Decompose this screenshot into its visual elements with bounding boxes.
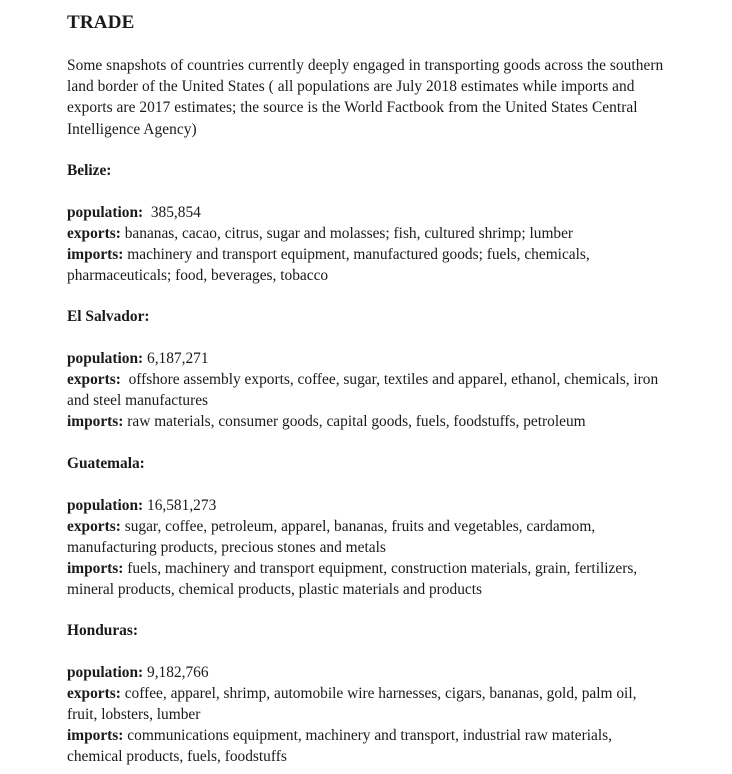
imports-line [67, 558, 667, 600]
exports-value: sugar, coffee, petroleum, apparel, bananas, fruits and vegetables, cardamom, manufacturing products, precious stones and metals [67, 517, 596, 556]
imports-line [67, 725, 667, 767]
exports-line [67, 516, 667, 558]
population-label: population: [67, 496, 144, 514]
country-section-guatemala [67, 453, 667, 600]
population-value: 6,187,271 [147, 350, 209, 368]
exports-label: exports: [67, 517, 121, 535]
exports-value: offshore assembly exports, coffee, sugar, textiles and apparel, ethanol, chemicals, iron and steel manufactures [67, 371, 659, 410]
imports-value: fuels, machinery and transport equipment, construction materials, grain, fertilizers, mineral products, chemical products, plastic materials and products [67, 559, 638, 598]
population-value: 16,581,273 [147, 496, 217, 514]
intro-paragraph: Some snapshots of countries currently deeply engaged in transporting goods across the southern land border of the United States ( all populations are July 2018 estimates while imports and exports are 2017 estimates; the source is the World Factbook from the United States Central Intelligence Agency) [67, 57, 664, 138]
document-page [67, 10, 667, 768]
country-name: Guatemala: [67, 454, 145, 472]
exports-label: exports: [67, 685, 121, 703]
imports-value: raw materials, consumer goods, capital goods, fuels, foodstuffs, petroleum [127, 413, 586, 431]
imports-value: communications equipment, machinery and transport, industrial raw materials, chemical products, fuels, foodstuffs [67, 727, 612, 766]
imports-label: imports: [67, 413, 124, 431]
population-label: population: [67, 664, 144, 682]
country-name: El Salvador: [67, 308, 150, 326]
population-line [67, 662, 667, 683]
imports-line [67, 244, 667, 286]
country-section-belize [67, 160, 667, 286]
exports-label: exports: [67, 224, 121, 242]
exports-line [67, 223, 667, 244]
imports-label: imports: [67, 727, 124, 745]
imports-line [67, 411, 667, 432]
population-line [67, 348, 667, 369]
country-name: Honduras: [67, 622, 138, 640]
population-label: population: [67, 203, 144, 221]
imports-value: machinery and transport equipment, manufactured goods; fuels, chemicals, pharmaceuticals; food, beverages, tobacco [67, 246, 590, 285]
exports-line [67, 369, 667, 411]
imports-label: imports: [67, 559, 124, 577]
population-line [67, 495, 667, 516]
population-value: 385,854 [150, 203, 201, 221]
population-label: population: [67, 350, 144, 368]
population-line [67, 202, 667, 223]
population-value: 9,182,766 [147, 664, 209, 682]
exports-label: exports: [67, 371, 121, 389]
country-name: Belize: [67, 161, 112, 179]
exports-value: coffee, apparel, shrimp, automobile wire harnesses, cigars, bananas, gold, palm oil, fruit, lobsters, lumber [67, 685, 637, 724]
page-title: TRADE [67, 12, 135, 33]
country-section-honduras [67, 620, 667, 767]
exports-line [67, 683, 667, 725]
country-section-el-salvador [67, 306, 667, 432]
imports-label: imports: [67, 246, 124, 263]
exports-value: bananas, cacao, citrus, sugar and molasses; fish, cultured shrimp; lumber [124, 224, 574, 242]
